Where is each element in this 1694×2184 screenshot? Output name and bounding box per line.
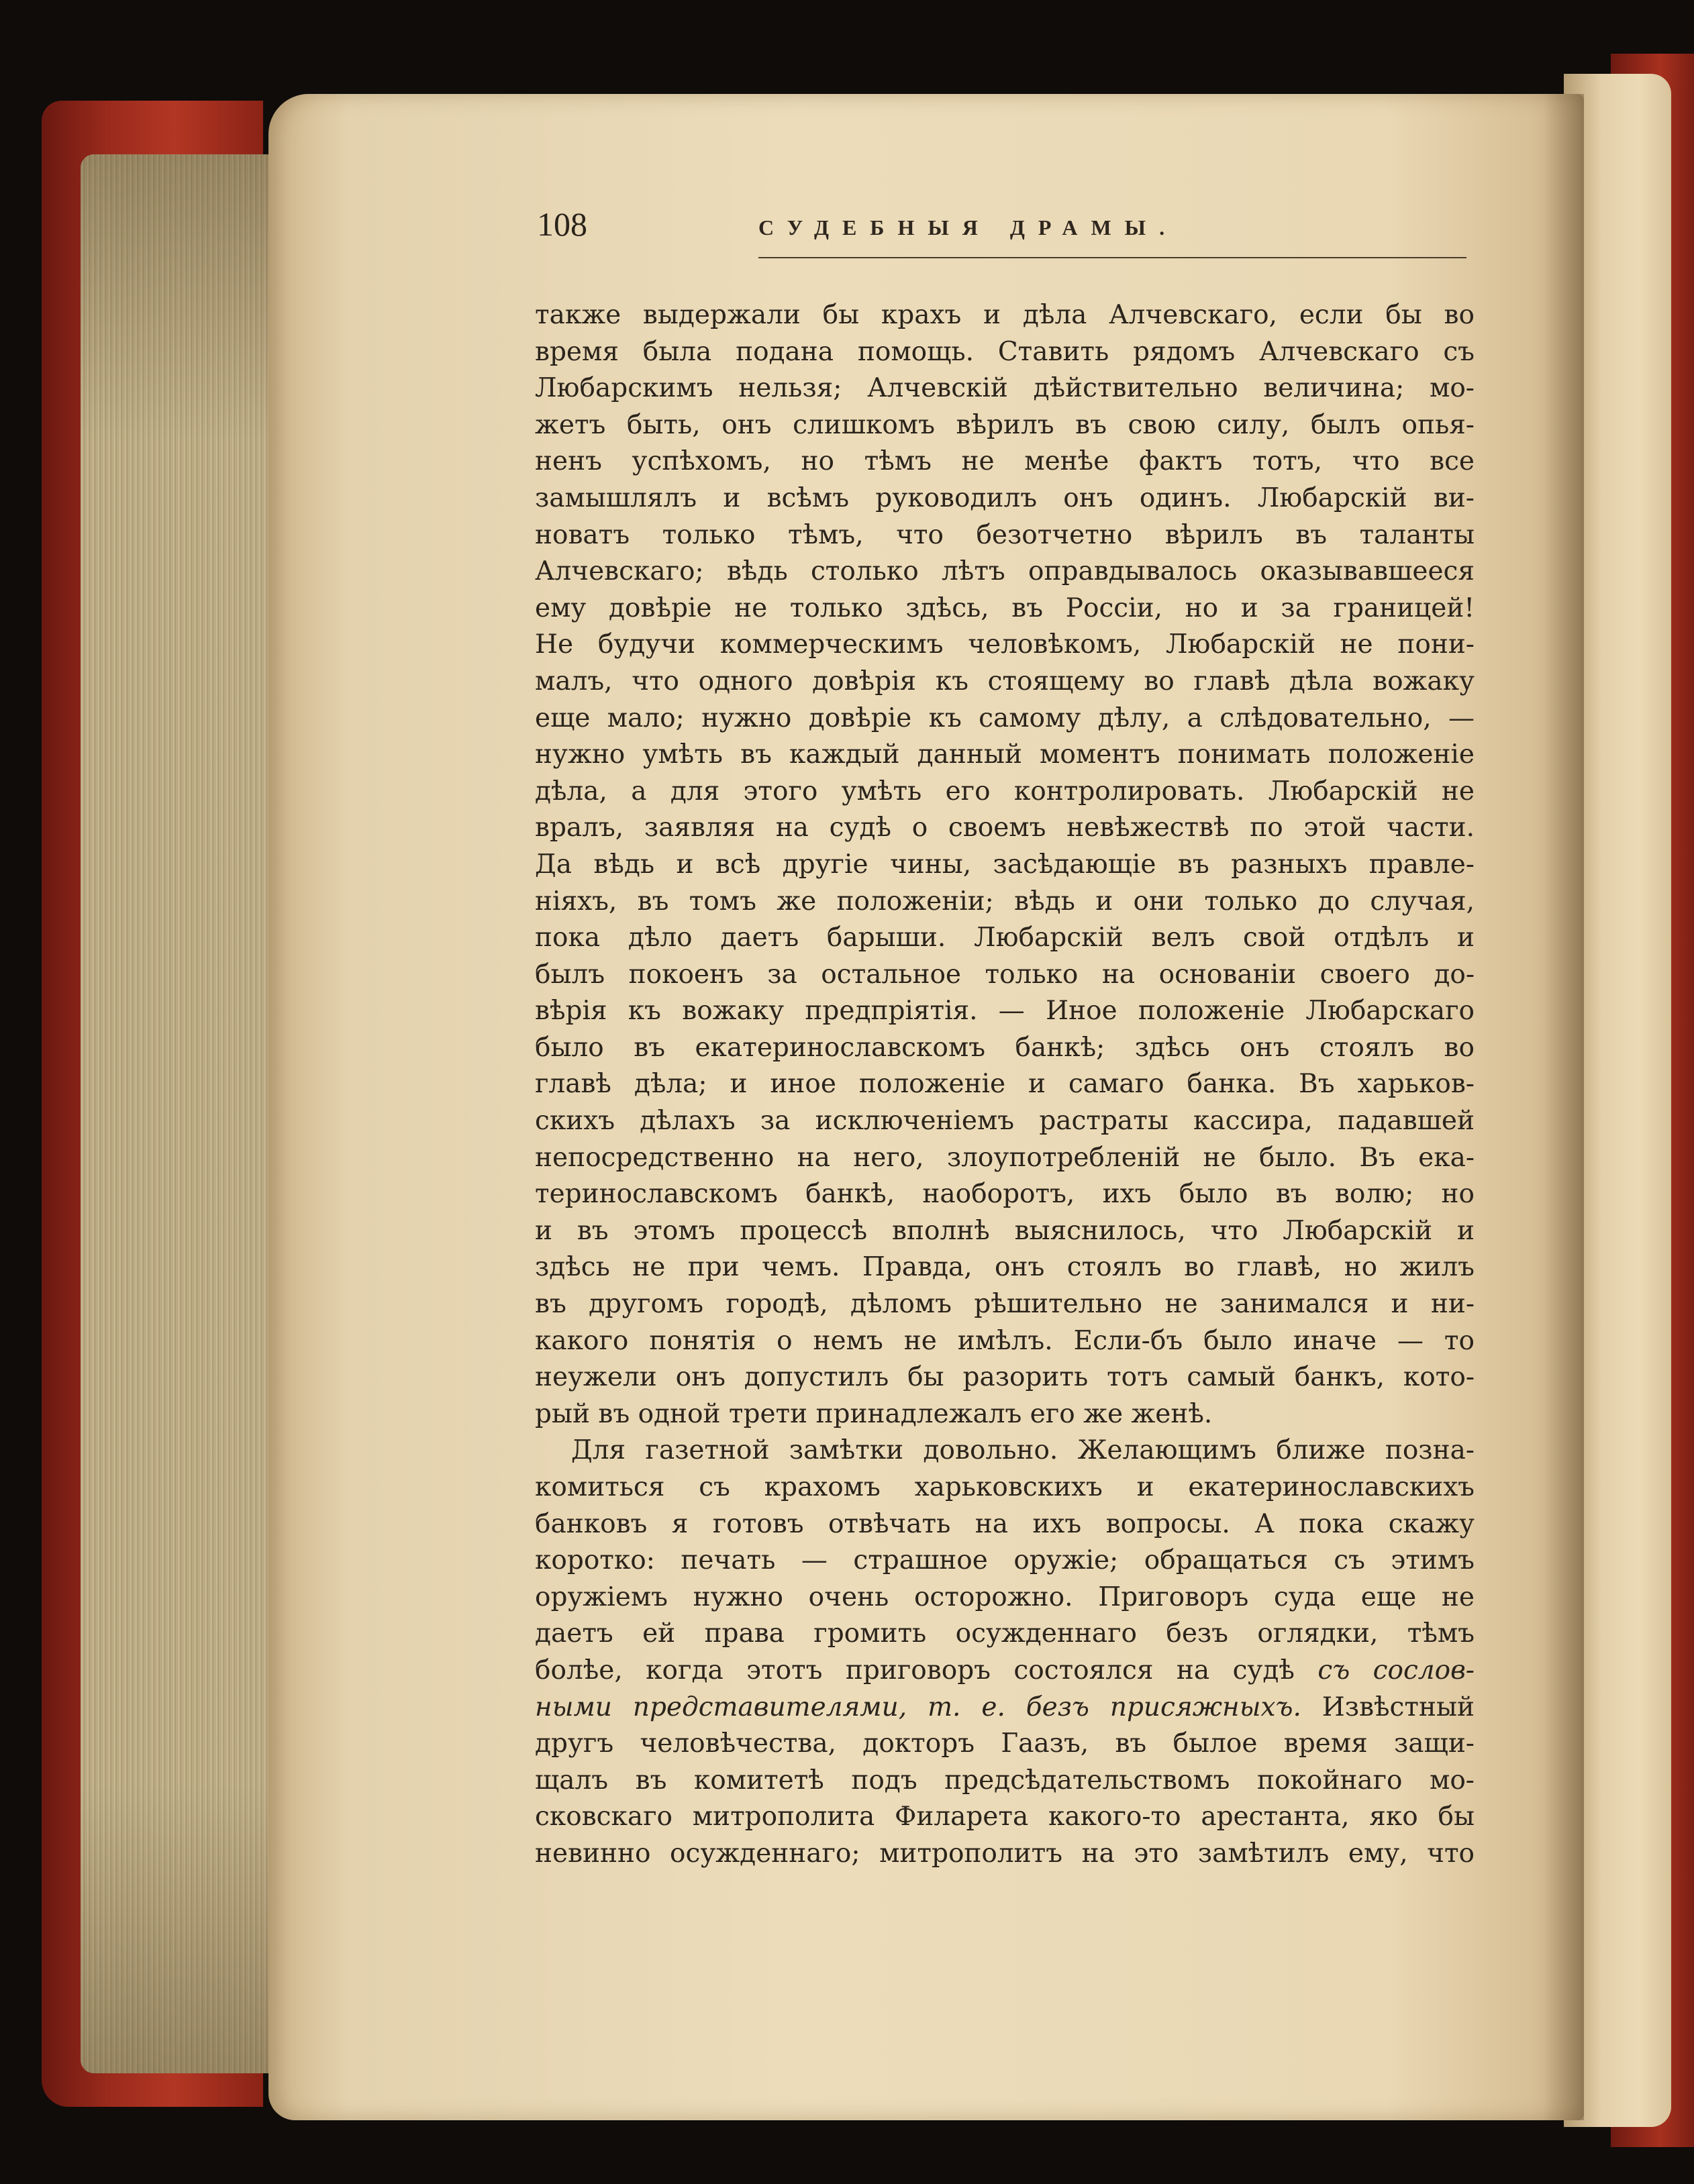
text-line: новатъ только тѣмъ, что безотчетно вѣрилъ въ таланты bbox=[535, 519, 1475, 550]
text-line: малъ, что одного довѣрія къ стоящему во главѣ дѣла вожаку bbox=[535, 666, 1475, 696]
text-line: ему довѣріе не только здѣсь, въ Россіи, но и за границей! bbox=[535, 592, 1475, 623]
text-line: рый въ одной трети принадлежалъ его же женѣ. bbox=[535, 1398, 1213, 1429]
text-line: комиться съ крахомъ харьковскихъ и екатеринославскихъ bbox=[535, 1472, 1475, 1502]
text-line: главѣ дѣла; и иное положеніе и самаго банка. Въ харьков- bbox=[535, 1069, 1475, 1100]
text-line: также выдержали бы крахъ и дѣла Алчевскаго, если бы во bbox=[535, 300, 1475, 330]
header-rule bbox=[758, 257, 1466, 258]
text-line: какого понятія о немъ не имѣлъ. Если-бъ было иначе — то bbox=[535, 1325, 1475, 1356]
body-text bbox=[535, 297, 1475, 1873]
page-gutter-shadow bbox=[1544, 94, 1584, 2120]
text-line: скихъ дѣлахъ за исключеніемъ растраты кассира, падавшей bbox=[535, 1106, 1475, 1137]
text-line: Алчевскаго; вѣдь столько лѣтъ оправдывалось оказывавшееся bbox=[535, 556, 1475, 587]
text-line: пока дѣло даетъ барыши. Любарскій велъ свой отдѣлъ и bbox=[535, 923, 1475, 953]
text-line: въ другомъ городѣ, дѣломъ рѣшительно не занимался и ни- bbox=[535, 1289, 1475, 1320]
text-line: нужно умѣть въ каждый данный моментъ понимать положеніе bbox=[535, 739, 1475, 770]
text-line: сковскаго митрополита Филарета какого-то арестанта, яко бы bbox=[535, 1802, 1475, 1832]
text-line: теринославскомъ банкѣ, наоборотъ, ихъ было въ волю; но bbox=[535, 1179, 1475, 1210]
text-line: еще мало; нужно довѣріе къ самому дѣлу, а слѣдовательно, — bbox=[535, 703, 1475, 733]
text-line: Любарскимъ нельзя; Алчевскій дѣйствительно величина; мо- bbox=[535, 373, 1475, 404]
text-line: Не будучи коммерческимъ человѣкомъ, Любарскій не пони- bbox=[535, 629, 1475, 660]
text-line: время была подана помощь. Ставить рядомъ Алчевскаго съ bbox=[535, 336, 1475, 367]
text-segment: болѣе, когда этотъ приговоръ состоялся на судѣ bbox=[535, 1655, 1295, 1685]
text-line: другъ человѣчества, докторъ Гаазъ, въ былое время защи- bbox=[535, 1728, 1475, 1759]
text-line: невинно осужденнаго; митрополитъ на это замѣтилъ ему, что bbox=[535, 1838, 1475, 1869]
text-segment: Извѣстный bbox=[1322, 1692, 1475, 1722]
text-line: и въ этомъ процессѣ вполнѣ выяснилось, что Любарскій и bbox=[535, 1215, 1475, 1246]
text-line: неужели онъ допустилъ бы разорить тотъ самый банкъ, кото- bbox=[535, 1362, 1475, 1393]
page-header bbox=[537, 205, 1470, 265]
text-line: коротко: печать — страшное оружіе; обращаться съ этимъ bbox=[535, 1545, 1475, 1576]
text-line: вралъ, заявляя на судѣ о своемъ невѣжествѣ по этой части. bbox=[535, 813, 1475, 843]
text-line: непосредственно на него, злоупотребленій не было. Въ ека- bbox=[535, 1142, 1475, 1173]
text-line: банковъ я готовъ отвѣчать на ихъ вопросы. А пока скажу bbox=[535, 1508, 1475, 1539]
text-line bbox=[535, 1689, 1475, 1726]
text-line: Да вѣдь и всѣ другіе чины, засѣдающіе въ разныхъ правле- bbox=[535, 849, 1475, 880]
text-line: жетъ быть, онъ слишкомъ вѣрилъ въ свою силу, былъ опья- bbox=[535, 409, 1475, 440]
page-edges-shade bbox=[81, 154, 289, 2073]
text-line bbox=[535, 1653, 1475, 1689]
text-line: вѣрія къ вожаку предпріятія. — Иное положеніе Любарскаго bbox=[535, 996, 1475, 1027]
running-title: СУДЕБНЫЯ ДРАМЫ. bbox=[758, 215, 1179, 240]
text-line: дѣла, а для этого умѣть его контролировать. Любарскій не bbox=[535, 776, 1475, 807]
italic-segment: ными представителями, т. е. безъ присяжныхъ. bbox=[535, 1692, 1301, 1722]
text-line: щалъ въ комитетѣ подъ предсѣдательствомъ покойнаго мо- bbox=[535, 1765, 1475, 1796]
text-line: былъ покоенъ за остальное только на основаніи своего до- bbox=[535, 959, 1475, 990]
text-line: было въ екатеринославскомъ банкѣ; здѣсь онъ стоялъ во bbox=[535, 1032, 1475, 1063]
text-line: ненъ успѣхомъ, но тѣмъ не менѣе фактъ тотъ, что все bbox=[535, 446, 1475, 477]
text-line: оружіемъ нужно очень осторожно. Приговоръ суда еще не bbox=[535, 1581, 1475, 1612]
text-line: даетъ ей права громить осужденнаго безъ оглядки, тѣмъ bbox=[535, 1618, 1475, 1649]
text-line: замышлялъ и всѣмъ руководилъ онъ одинъ. Любарскій ви- bbox=[535, 482, 1475, 513]
text-line: Для газетной замѣтки довольно. Желающимъ ближе позна- bbox=[571, 1435, 1475, 1466]
page-number: 108 bbox=[537, 205, 587, 243]
italic-segment: съ сослов- bbox=[1317, 1655, 1475, 1685]
text-line: здѣсь не при чемъ. Правда, онъ стоялъ во главѣ, но жилъ bbox=[535, 1252, 1475, 1283]
text-line: ніяхъ, въ томъ же положеніи; вѣдь и они только до случая, bbox=[535, 886, 1475, 917]
